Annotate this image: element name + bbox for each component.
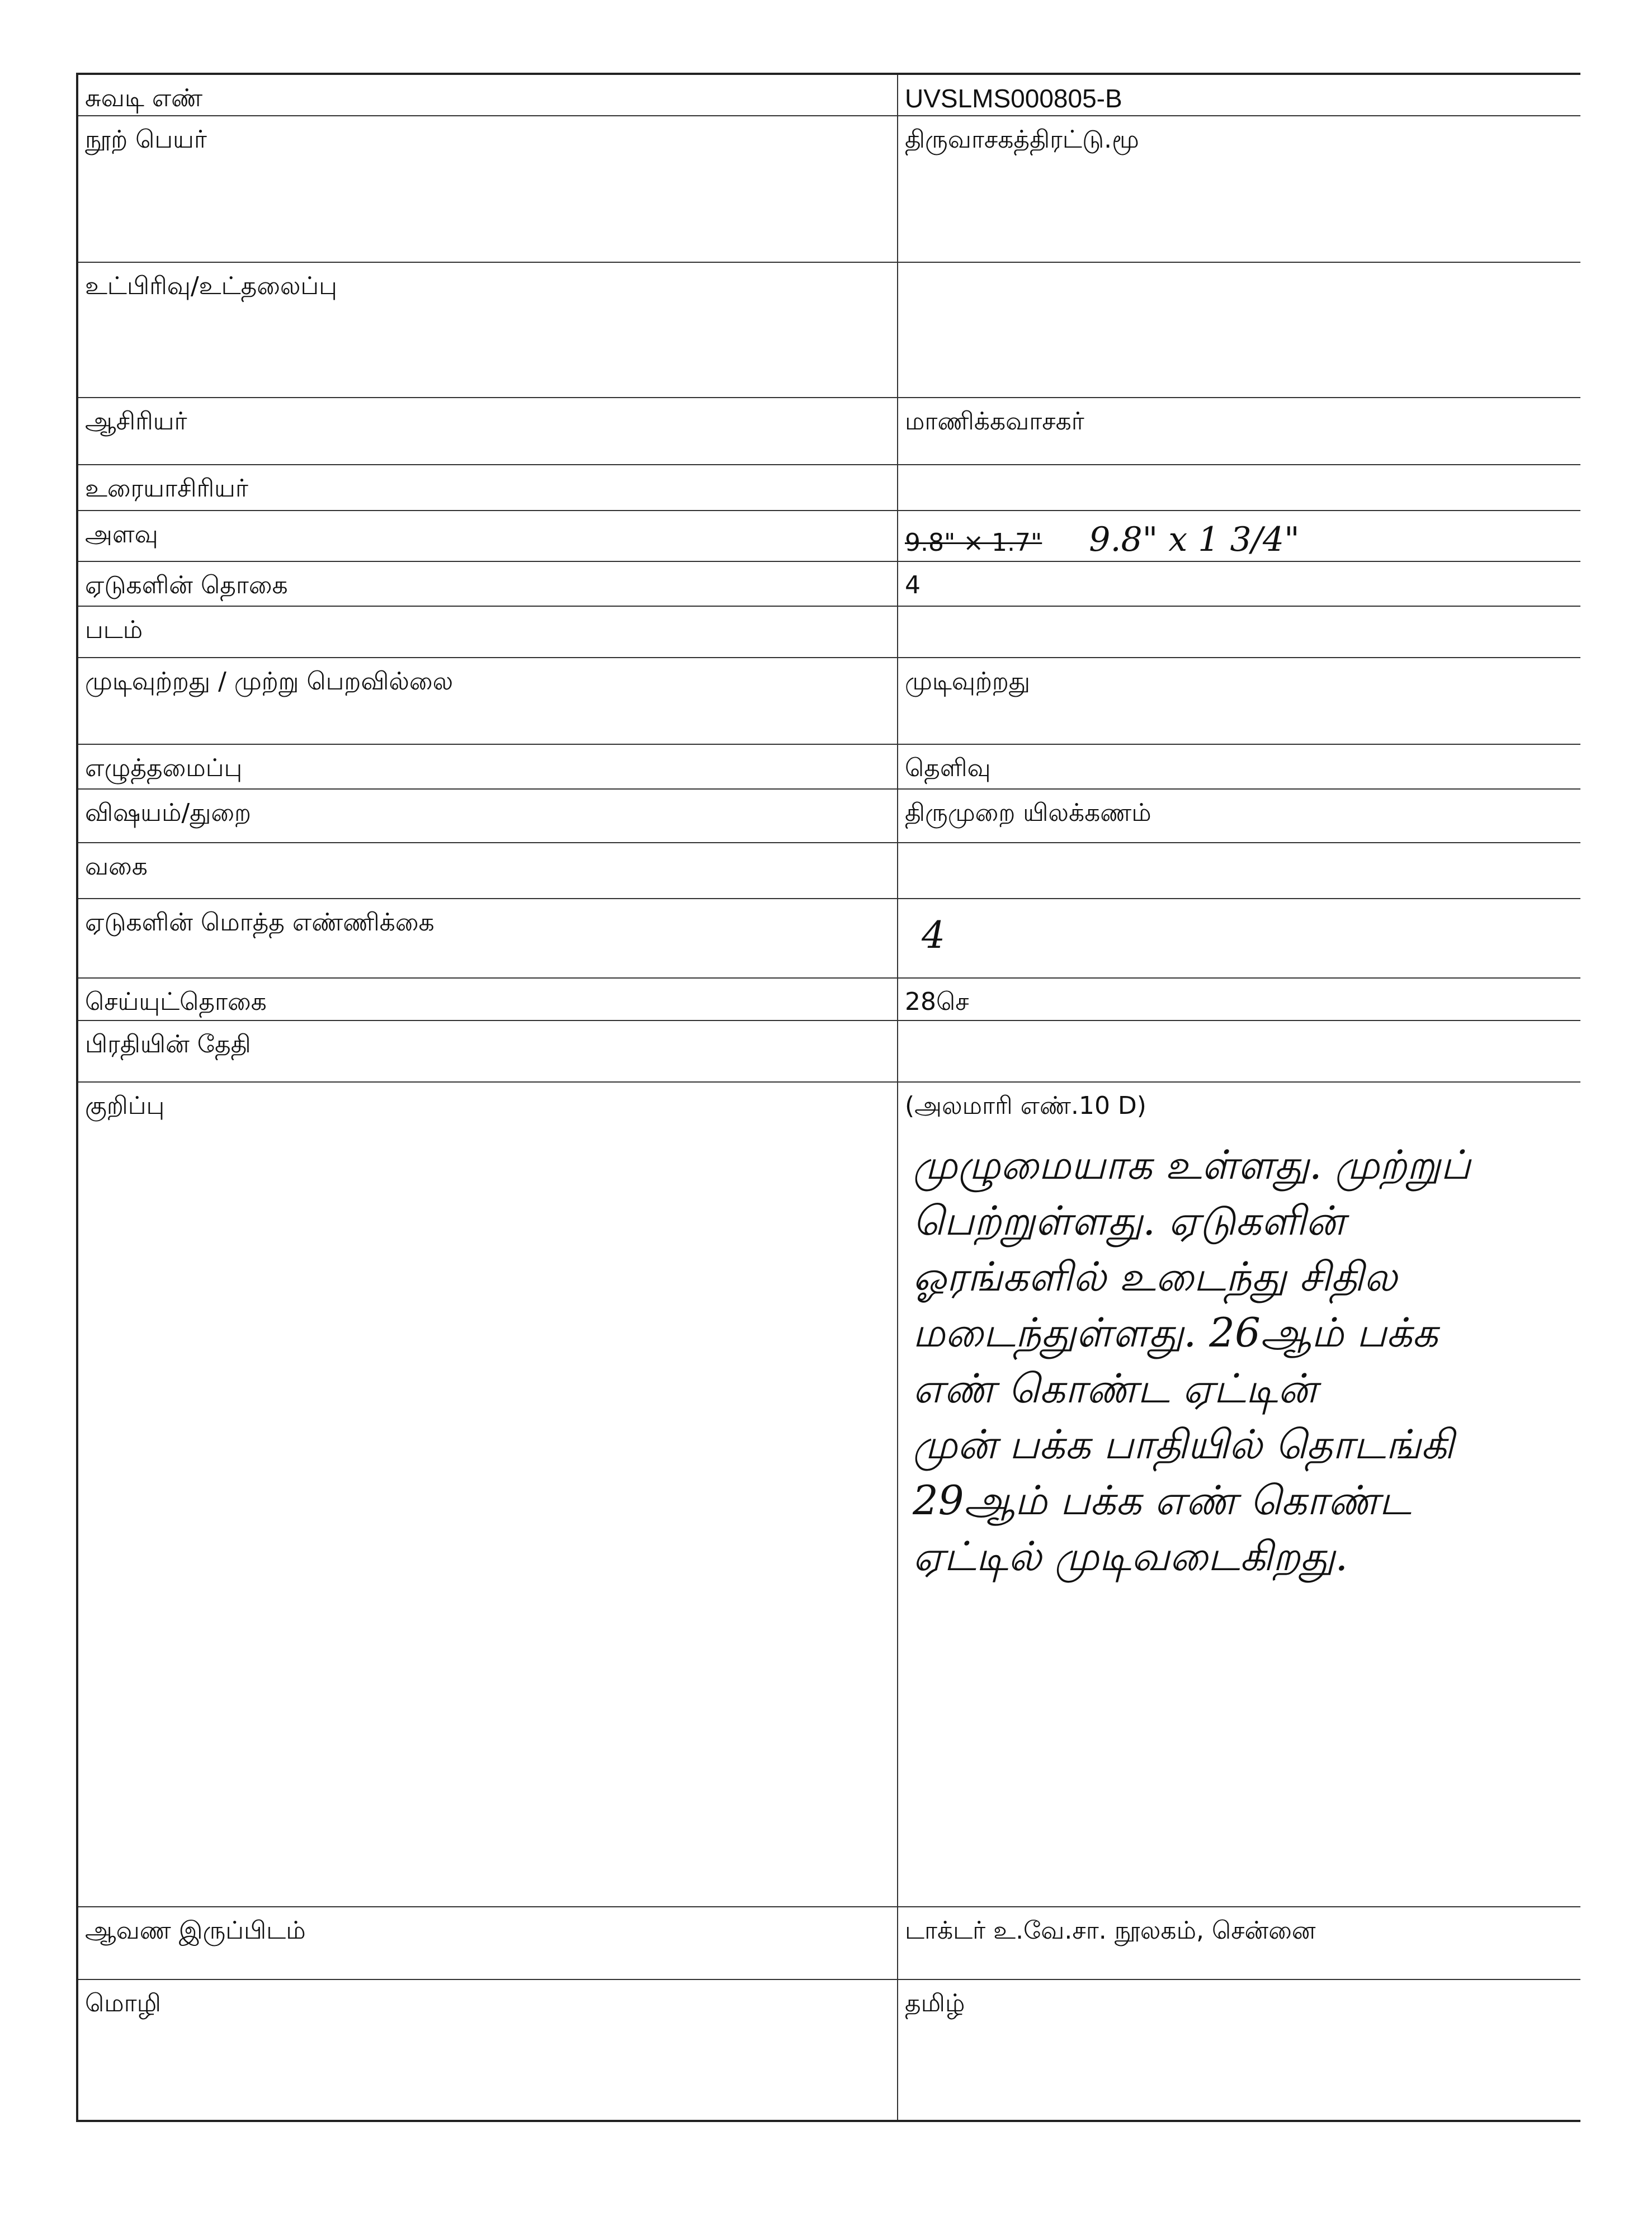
value-book-title: திருவாசகத்திரட்டு.மூ	[898, 116, 1580, 262]
row-repository	[78, 1907, 1580, 1979]
total-leaves-handwritten: 4	[922, 913, 945, 957]
value-subdivision	[898, 262, 1580, 398]
note-line: முன் பக்க பாதியில் தொடங்கி	[913, 1420, 1454, 1468]
row-picture	[78, 606, 1580, 658]
value-author: மாணிக்கவாசகர்	[898, 398, 1580, 465]
note-line: 29ஆம் பக்க எண் கொண்ட	[913, 1476, 1412, 1524]
note-line: எண் கொண்ட ஏட்டின்	[913, 1364, 1317, 1412]
row-total-leaves	[78, 899, 1580, 978]
value-verse-count: 28செ	[898, 978, 1580, 1020]
row-type	[78, 843, 1580, 899]
value-type	[898, 843, 1580, 899]
label-book-title: நூற் பெயர்	[78, 116, 898, 262]
label-author: ஆசிரியர்	[78, 398, 898, 465]
label-total-leaves: ஏடுகளின் மொத்த எண்ணிக்கை	[78, 899, 898, 978]
note-shelf-number: (அலமாரி எண்.10 D)	[905, 1091, 1146, 1120]
value-picture	[898, 606, 1580, 658]
label-script: எழுத்தமைப்பு	[78, 744, 898, 789]
value-total-leaves	[898, 899, 1580, 978]
label-subject: விஷயம்/துறை	[78, 789, 898, 843]
row-subject	[78, 789, 1580, 843]
value-commentator	[898, 465, 1580, 511]
value-size	[898, 511, 1580, 561]
label-leaf-count: ஏடுகளின் தொகை	[78, 561, 898, 606]
label-repository: ஆவண இருப்பிடம்	[78, 1907, 898, 1979]
label-completion: முடிவுற்றது / முற்று பெறவில்லை	[78, 658, 898, 744]
note-line: பெற்றுள்ளது. ஏடுகளின்	[913, 1197, 1345, 1244]
label-note: குறிப்பு	[78, 1082, 898, 1907]
manuscript-record-table	[78, 75, 1580, 2120]
label-size: அளவு	[78, 511, 898, 561]
label-picture: படம்	[78, 606, 898, 658]
value-repository: டாக்டர் உ.வே.சா. நூலகம், சென்னை	[898, 1907, 1580, 1979]
size-handwritten-value: 9.8" x 1 3/4"	[1089, 519, 1300, 559]
label-type: வகை	[78, 843, 898, 899]
note-line: முழுமையாக உள்ளது. முற்றுப்	[913, 1141, 1471, 1188]
row-leaf-count	[78, 561, 1580, 606]
note-line: ஓரங்களில் உடைந்து சிதில	[913, 1253, 1398, 1300]
row-size	[78, 511, 1580, 561]
value-manuscript-number: UVSLMS000805-B	[898, 75, 1580, 116]
note-handwritten-text	[905, 1137, 1574, 1584]
label-verse-count: செய்யுட்தொகை	[78, 978, 898, 1020]
size-struck-value: 9.8" × 1.7"	[905, 528, 1042, 557]
note-line: மடைந்துள்ளது. 26ஆம் பக்க	[913, 1308, 1438, 1356]
row-verse-count	[78, 978, 1580, 1020]
value-note	[898, 1082, 1580, 1907]
label-language: மொழி	[85, 1988, 161, 2017]
row-book-title	[78, 116, 1580, 262]
value-leaf-count: 4	[898, 561, 1580, 606]
label-commentator: உரையாசிரியர்	[78, 465, 898, 511]
row-copy-date	[78, 1020, 1580, 1082]
row-language	[78, 1979, 1580, 2120]
row-note	[78, 1082, 1580, 1907]
value-completion: முடிவுற்றது	[898, 658, 1580, 744]
note-line: ஏட்டில் முடிவடைகிறது.	[913, 1532, 1348, 1580]
value-copy-date	[898, 1020, 1580, 1082]
row-completion	[78, 658, 1580, 744]
value-script: தெளிவு	[898, 744, 1580, 789]
label-manuscript-number: சுவடி எண்	[78, 75, 898, 116]
value-language: தமிழ்	[898, 1979, 1580, 2120]
row-author	[78, 398, 1580, 465]
catalog-sheet	[76, 73, 1580, 2122]
label-subdivision: உட்பிரிவு/உட்தலைப்பு	[78, 262, 898, 398]
row-commentator	[78, 465, 1580, 511]
row-manuscript-number	[78, 75, 1580, 116]
row-subdivision	[78, 262, 1580, 398]
label-copy-date: பிரதியின் தேதி	[78, 1020, 898, 1082]
value-subject: திருமுறை யிலக்கணம்	[898, 789, 1580, 843]
row-script	[78, 744, 1580, 789]
